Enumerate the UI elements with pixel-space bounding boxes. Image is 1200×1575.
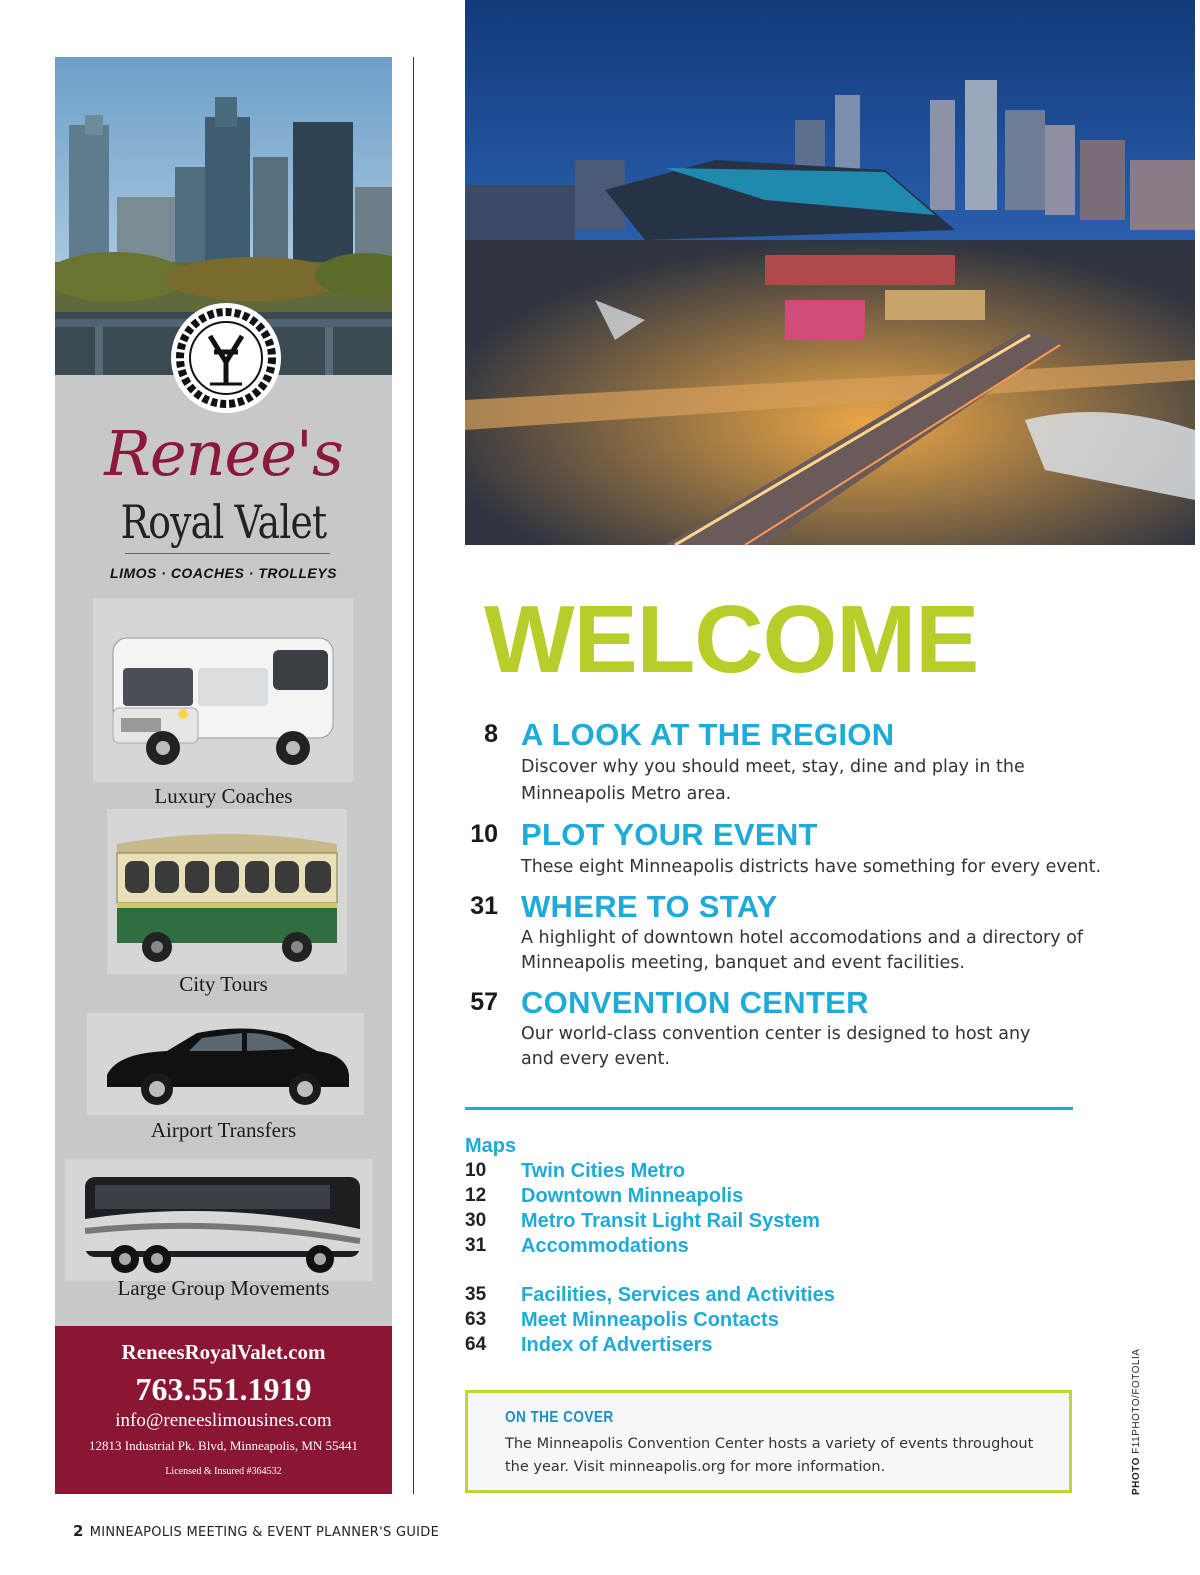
brand-divider — [125, 553, 330, 554]
airport-sedan-photo — [87, 1013, 364, 1115]
toc-title[interactable]: PLOT YOUR EVENT — [521, 817, 818, 852]
maps-heading: Maps — [465, 1135, 517, 1157]
city-tours-trolley-photo — [107, 809, 347, 974]
minneapolis-night-skyline-photo — [465, 0, 1195, 545]
service-label-large-group-movements: Large Group Movements — [117, 1276, 330, 1300]
page-footer — [73, 1522, 439, 1540]
toc-item[interactable] — [460, 817, 1160, 882]
photo-credit — [1131, 1349, 1142, 1495]
service-label-city-tours: City Tours — [179, 972, 268, 996]
luxury-coach-photo — [93, 598, 353, 782]
map-title[interactable]: Downtown Minneapolis — [521, 1185, 744, 1207]
large-group-motorcoach-photo — [65, 1159, 373, 1281]
toc-title[interactable]: A LOOK AT THE REGION — [521, 717, 895, 752]
map-title[interactable]: Twin Cities Metro — [521, 1160, 686, 1182]
map-page-number: 31 — [465, 1235, 487, 1256]
map-page-number: 35 — [465, 1284, 487, 1305]
brand-script-logo: Renee's — [104, 417, 343, 490]
royal-valet-emblem-icon — [170, 302, 282, 414]
ad-website-link[interactable]: ReneesRoyalValet.com — [121, 1340, 326, 1364]
map-list-item[interactable] — [465, 1309, 965, 1334]
map-list-item[interactable] — [465, 1210, 965, 1235]
advertisement-panel — [55, 57, 392, 1494]
toc-description: These eight Minneapolis districts have something for every event. — [521, 857, 1102, 877]
service-label-luxury-coaches: Luxury Coaches — [154, 784, 293, 808]
map-title[interactable]: Accommodations — [521, 1235, 689, 1257]
toc-page-number: 10 — [470, 820, 498, 848]
map-page-number: 63 — [465, 1309, 487, 1330]
map-page-number: 12 — [465, 1185, 487, 1206]
map-title[interactable]: Metro Transit Light Rail System — [521, 1210, 820, 1232]
toc-page-number: 8 — [484, 720, 498, 748]
ad-address: 12813 Industrial Pk. Blvd, Minneapolis, MN 55441 — [88, 1438, 359, 1453]
page-number: 2 — [73, 1522, 84, 1540]
toc-item[interactable] — [460, 889, 1160, 979]
ad-email-link[interactable]: info@reneeslimousines.com — [115, 1410, 332, 1431]
map-list-item[interactable] — [465, 1334, 965, 1359]
map-list-item[interactable] — [465, 1284, 965, 1309]
toc-page-number: 57 — [470, 988, 498, 1016]
ad-license: Licensed & Insured #364532 — [165, 1466, 282, 1477]
map-list-item[interactable] — [465, 1160, 965, 1185]
map-title[interactable]: Meet Minneapolis Contacts — [521, 1309, 779, 1331]
toc-description: Our world-class convention center is designed to host any and every event. — [521, 1024, 1031, 1069]
ad-contact-footer — [55, 1326, 392, 1494]
toc-title[interactable]: CONVENTION CENTER — [521, 985, 869, 1020]
on-the-cover-box — [465, 1390, 1072, 1493]
cover-heading: ON THE COVER — [505, 1409, 614, 1426]
map-list-item[interactable] — [465, 1235, 965, 1260]
toc-title[interactable]: WHERE TO STAY — [521, 889, 778, 924]
map-page-number: 30 — [465, 1210, 487, 1231]
column-divider — [413, 57, 414, 1494]
map-page-number: 10 — [465, 1160, 487, 1181]
toc-item[interactable] — [460, 717, 1160, 812]
toc-page-number: 31 — [470, 892, 498, 920]
map-title[interactable]: Index of Advertisers — [521, 1334, 713, 1356]
brand-tagline: LIMOS · COACHES · TROLLEYS — [110, 565, 337, 581]
photo-credit-source: F11PHOTO/FOTOLIA — [1131, 1348, 1142, 1454]
section-divider — [465, 1107, 1073, 1110]
map-page-number: 64 — [465, 1334, 487, 1355]
map-list-item[interactable] — [465, 1185, 965, 1210]
ad-phone-number[interactable]: 763.551.1919 — [135, 1371, 312, 1407]
welcome-heading: WELCOME — [484, 586, 979, 693]
publication-title: MINNEAPOLIS MEETING & EVENT PLANNER'S GUIDE — [89, 1525, 440, 1540]
toc-item[interactable] — [460, 985, 1160, 1075]
map-title[interactable]: Facilities, Services and Activities — [521, 1284, 835, 1306]
service-label-airport-transfers: Airport Transfers — [150, 1118, 297, 1142]
photo-credit-label: PHOTO — [1131, 1457, 1142, 1495]
brand-name: Royal Valet — [120, 495, 327, 549]
cover-description: The Minneapolis Convention Center hosts a variety of events throughout the year. Visit minneapolis.org for more information. — [505, 1436, 1034, 1475]
toc-description: Discover why you should meet, stay, dine and play in the Minneapolis Metro area. — [521, 757, 1025, 804]
toc-description: A highlight of downtown hotel accomodations and a directory of Minneapolis meeting, banquet and event facilities. — [521, 928, 1084, 973]
